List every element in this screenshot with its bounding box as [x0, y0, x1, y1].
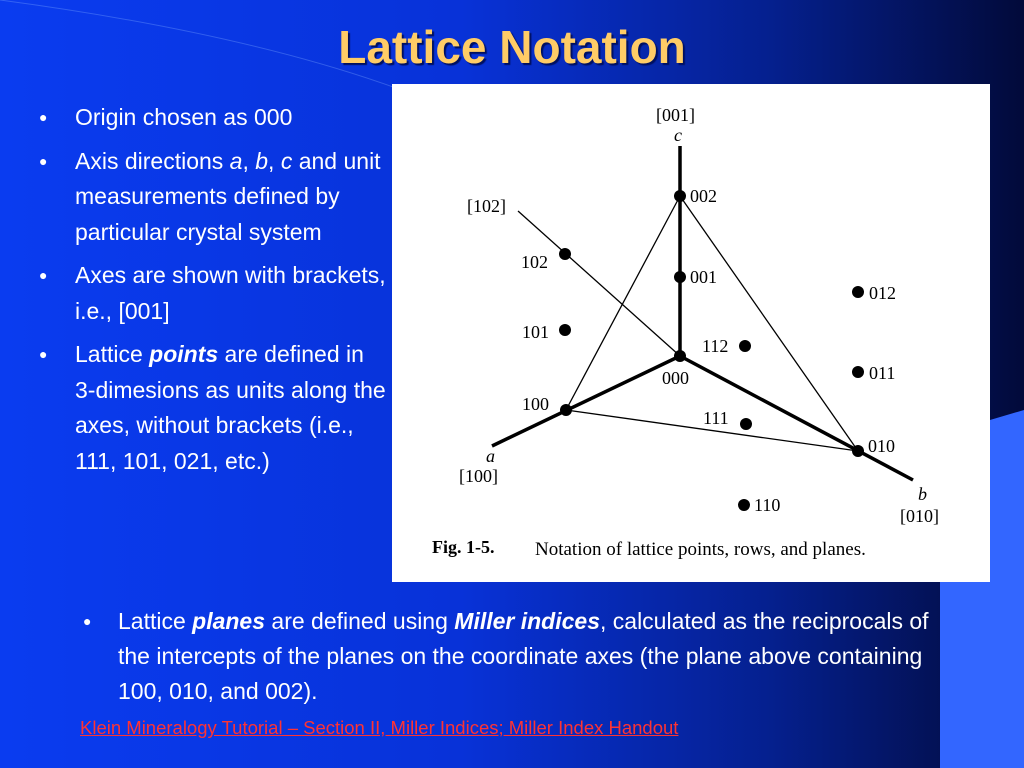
label-112: 112: [702, 336, 729, 356]
label-axis-c-bracket: [001]: [656, 105, 695, 125]
label-002: 002: [690, 186, 717, 206]
bullet-text-post: are defined in 3-dimesions as units along the axes, without brackets (i.e., 111, 101, 021, etc.): [75, 341, 386, 474]
label-110: 110: [754, 495, 781, 515]
point-001: [674, 271, 686, 283]
bullet-list: [36, 100, 386, 487]
point-112: [739, 340, 751, 352]
point-110: [738, 499, 750, 511]
points-emphasis: points: [149, 341, 219, 367]
label-axis-b: b: [918, 484, 927, 504]
label-100: 100: [522, 394, 549, 414]
axis-c-italic: c: [280, 147, 293, 174]
planes-emphasis: planes: [192, 608, 266, 634]
label-011: 011: [869, 363, 896, 383]
bullet-dot-icon: ●: [39, 152, 48, 169]
bullet-text-post: , calculated as the reciprocals of the intercepts of the planes on the coordinate axes (the plane above containing 100, 010, and 002).: [118, 608, 929, 704]
klein-tutorial-link[interactable]: Klein Mineralogy Tutorial – Section II, Miller Indices; Miller Index Handout: [80, 717, 679, 738]
bullet-text: Axes are shown with brackets, i.e., [001]: [75, 262, 386, 324]
label-010: 010: [868, 436, 895, 456]
label-102: 102: [521, 252, 548, 272]
figure-caption-text: Notation of lattice points, rows, and planes.: [535, 539, 866, 560]
point-002: [674, 190, 686, 202]
bullet-axis-directions: [36, 144, 386, 251]
lattice-figure: [392, 84, 990, 582]
sep: ,: [268, 147, 281, 174]
bullet-text-pre: Axis directions: [75, 147, 230, 174]
bullet-dot-icon: ●: [39, 346, 48, 362]
bullet-text: Origin chosen as 000: [75, 104, 293, 130]
axis-b-italic: b: [255, 147, 269, 174]
bullet-dot-icon: ●: [39, 109, 48, 125]
bullet-origin: [36, 100, 386, 136]
label-axis-b-bracket: [010]: [900, 506, 939, 526]
point-011: [852, 366, 864, 378]
label-axis-a-bracket: [100]: [459, 466, 498, 486]
label-101: 101: [522, 322, 549, 342]
label-012: 012: [869, 283, 896, 303]
label-axis-c: c: [674, 125, 682, 145]
bullet-dot-icon: ●: [83, 613, 92, 629]
bullet-text-pre: Lattice: [75, 341, 150, 367]
bullet-text-mid: are defined using: [265, 608, 455, 634]
bullet-lattice-points: [36, 337, 386, 479]
point-102: [559, 248, 571, 260]
axis-a-line: [492, 356, 680, 446]
label-axis-a: a: [486, 446, 495, 466]
axis-a-italic: a: [229, 147, 243, 174]
point-012: [852, 286, 864, 298]
point-111: [740, 418, 752, 430]
bullet-text-pre: Lattice: [118, 608, 193, 634]
point-010: [852, 445, 864, 457]
lattice-diagram: [392, 84, 990, 582]
point-000: [674, 350, 686, 362]
figure-caption-label: Fig. 1-5.: [432, 537, 495, 557]
sep: ,: [242, 147, 256, 174]
label-000: 000: [662, 368, 689, 388]
point-100: [560, 404, 572, 416]
bullet-axes-brackets: [36, 258, 386, 329]
bullet-text-post: and unit measurements defined by particular crystal system: [75, 147, 381, 245]
bullet-lattice-planes: [80, 604, 958, 709]
label-001: 001: [690, 267, 717, 287]
bullet-dot-icon: ●: [39, 267, 48, 283]
slide-title: Lattice Notation: [338, 21, 686, 73]
label-row-102-bracket: [102]: [467, 196, 506, 216]
miller-indices-emphasis: Miller indices: [454, 608, 600, 634]
point-101: [559, 324, 571, 336]
label-111: 111: [703, 408, 729, 428]
